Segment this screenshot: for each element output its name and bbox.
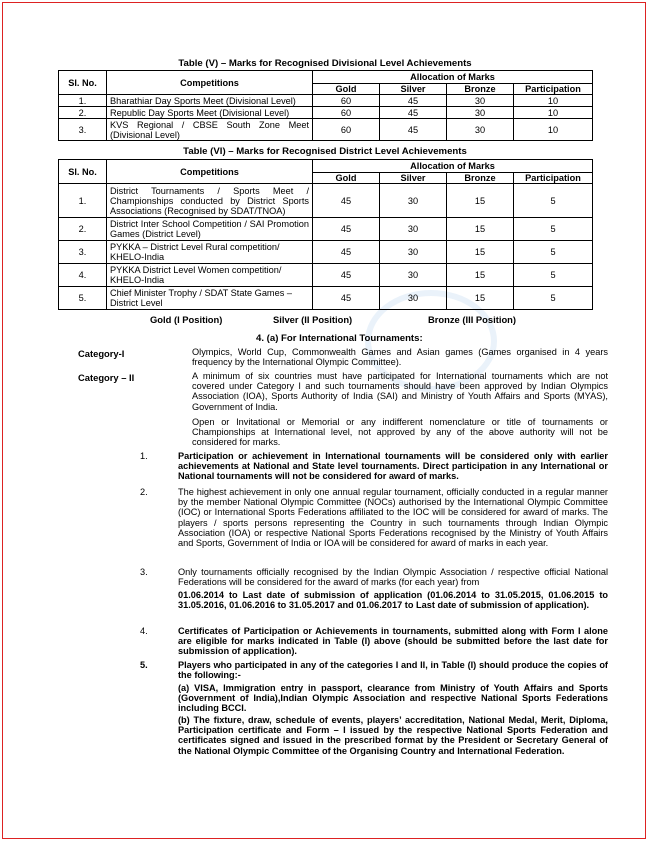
point-number: 2.: [140, 487, 148, 497]
category1-label: Category-I: [78, 348, 125, 359]
table-row: [59, 241, 593, 264]
gold-marks: 45: [313, 287, 380, 310]
point-2-text: The highest achievement in only one annual regular tournament, officially conducted in a regular manner by the member National Olympic Committee (NOCs) authorised by the International Olympic Committee (IOC) or International Sports Federations affiliated to the IOC will be considered for award of marks. The players / sports persons representing the Country in such tournaments through Indian Olympic Association (IOA) or respective National Sports Federations recognised by the Ministry of Youth Affairs and Sports, Government of India or IOA will be considered for award of marks in each year.: [178, 487, 608, 549]
participation-marks: 10: [514, 107, 593, 119]
position-bronze: Bronze (III Position): [428, 314, 517, 325]
competition: District Tournaments / Sports Meet / Championships conducted by District Sports Associations (Recognised by SDAT/TNOA): [107, 184, 313, 218]
sl-no: 1.: [59, 184, 107, 218]
sl-no: 3.: [59, 119, 107, 141]
participation-marks: 5: [514, 287, 593, 310]
table6-header-competitions: Competitions: [107, 160, 313, 184]
gold-marks: 60: [313, 95, 380, 107]
point-5-text: Players who participated in any of the categories I and II, in Table (I) should produce the copies of the following:-: [178, 660, 608, 681]
table5: [58, 70, 593, 141]
sl-no: 3.: [59, 241, 107, 264]
silver-marks: 30: [380, 264, 447, 287]
bronze-marks: 30: [447, 95, 514, 107]
point-3-text: Only tournaments officially recognised by the Indian Olympic Association / respective official National Federations will be considered for the award of marks (for each year) from: [178, 567, 608, 588]
table6-header-sl: Sl. No.: [59, 160, 107, 184]
silver-marks: 45: [380, 107, 447, 119]
competition: KVS Regional / CBSE South Zone Meet (Divisional Level): [107, 119, 313, 141]
gold-marks: 60: [313, 107, 380, 119]
silver-marks: 45: [380, 95, 447, 107]
point-4-text: Certificates of Participation or Achievements in tournaments, submitted along with Form I alone are eligible for marks indicated in Table (I) above (should be submitted before the last date for submission of application).: [178, 626, 608, 657]
competition: Bharathiar Day Sports Meet (Divisional Level): [107, 95, 313, 107]
bronze-marks: 15: [447, 218, 514, 241]
bronze-marks: 15: [447, 241, 514, 264]
sl-no: 4.: [59, 264, 107, 287]
table-row: [59, 119, 593, 141]
competition: PYKKA – District Level Rural competition/ KHELO-India: [107, 241, 313, 264]
point-3-dates: 01.06.2014 to Last date of submission of application (01.06.2014 to 31.05.2015, 01.06.2015 to 31.05.2016, 01.06.2016 to 31.05.2017 and 01.06.2017 to Last date of submission of application).: [178, 590, 608, 611]
participation-marks: 10: [514, 95, 593, 107]
table6-header-allocation: Allocation of Marks: [313, 160, 593, 173]
point-1-text: Participation or achievement in International tournaments will be considered only with earlier achievements at National and State level tournaments. Direct participation in any International or National tournaments will not be considered for award of marks.: [178, 451, 608, 482]
competition: District Inter School Competition / SAI Promotion Games (District Level): [107, 218, 313, 241]
table6-header-participation: Participation: [514, 173, 593, 184]
table-row: [59, 184, 593, 218]
participation-marks: 10: [514, 119, 593, 141]
table-row: [59, 287, 593, 310]
point-5b-text: (b) The fixture, draw, schedule of events, players’ accreditation, National Medal, Merit, Diploma, Participation certificate and Form – I issued by the respective National Sports Federation and certificates signed and issued in the prescribed format by the President or Secretary General of the National Olympic Committee of the Organising Country and International Federation.: [178, 715, 608, 756]
point-number: 3.: [140, 567, 148, 577]
table6: [58, 159, 593, 310]
section4-heading: 4. (a) For International Tournaments:: [256, 333, 423, 344]
silver-marks: 30: [380, 241, 447, 264]
silver-marks: 30: [380, 184, 447, 218]
participation-marks: 5: [514, 264, 593, 287]
point-number: 4.: [140, 626, 148, 636]
category1-text: Olympics, World Cup, Commonwealth Games and Asian games (Games organised in 4 years frequency by the International Olympic Committee).: [192, 347, 608, 368]
point-5a-text: (a) VISA, Immigration entry in passport, clearance from Ministry of Youth Affairs and Sports (Government of India),Indian Olympic Association and respective National Sports Federations including BCCI.: [178, 683, 608, 714]
table-row: [59, 218, 593, 241]
table5-header-allocation: Allocation of Marks: [313, 71, 593, 84]
sl-no: 2.: [59, 218, 107, 241]
gold-marks: 45: [313, 184, 380, 218]
category2-text-2: Open or Invitational or Memorial or any indifferent nomenclature or title of tournaments or Championships at International level, not approved by any of the above authority will not be considered for marks.: [192, 417, 608, 448]
bronze-marks: 15: [447, 264, 514, 287]
table5-header-sl: Sl. No.: [59, 71, 107, 95]
sl-no: 5.: [59, 287, 107, 310]
point-number: 1.: [140, 451, 148, 461]
table-row: [59, 95, 593, 107]
gold-marks: 60: [313, 119, 380, 141]
table5-header-gold: Gold: [313, 84, 380, 95]
table6-header-bronze: Bronze: [447, 173, 514, 184]
category2-text: A minimum of six countries must have participated for International tournaments which are not covered under Category I and such tournaments should have been approved by Indian Olympics Association (IOA), Sports Authority of India (SAI) and Ministry of Youth Affairs and Sports (MYAS), Government of India.: [192, 371, 608, 412]
bronze-marks: 15: [447, 184, 514, 218]
table5-header-bronze: Bronze: [447, 84, 514, 95]
table6-title: Table (VI) – Marks for Recognised District Level Achievements: [183, 146, 467, 157]
table6-header-silver: Silver: [380, 173, 447, 184]
participation-marks: 5: [514, 184, 593, 218]
silver-marks: 45: [380, 119, 447, 141]
table5-header-silver: Silver: [380, 84, 447, 95]
competition: Chief Minister Trophy / SDAT State Games – District Level: [107, 287, 313, 310]
bronze-marks: 30: [447, 119, 514, 141]
sl-no: 1.: [59, 95, 107, 107]
gold-marks: 45: [313, 218, 380, 241]
gold-marks: 45: [313, 264, 380, 287]
participation-marks: 5: [514, 241, 593, 264]
table5-header-competitions: Competitions: [107, 71, 313, 95]
position-gold: Gold (I Position): [150, 314, 223, 325]
table5-header-participation: Participation: [514, 84, 593, 95]
table-row: [59, 107, 593, 119]
silver-marks: 30: [380, 287, 447, 310]
point-number: 5.: [140, 660, 148, 670]
sl-no: 2.: [59, 107, 107, 119]
category2-label: Category – II: [78, 372, 135, 383]
competition: PYKKA District Level Women competition/ KHELO-India: [107, 264, 313, 287]
bronze-marks: 30: [447, 107, 514, 119]
table5-title: Table (V) – Marks for Recognised Divisional Level Achievements: [178, 58, 472, 69]
gold-marks: 45: [313, 241, 380, 264]
position-silver: Silver (II Position): [273, 314, 353, 325]
competition: Republic Day Sports Meet (Divisional Level): [107, 107, 313, 119]
table6-header-gold: Gold: [313, 173, 380, 184]
participation-marks: 5: [514, 218, 593, 241]
silver-marks: 30: [380, 218, 447, 241]
bronze-marks: 15: [447, 287, 514, 310]
table-row: [59, 264, 593, 287]
